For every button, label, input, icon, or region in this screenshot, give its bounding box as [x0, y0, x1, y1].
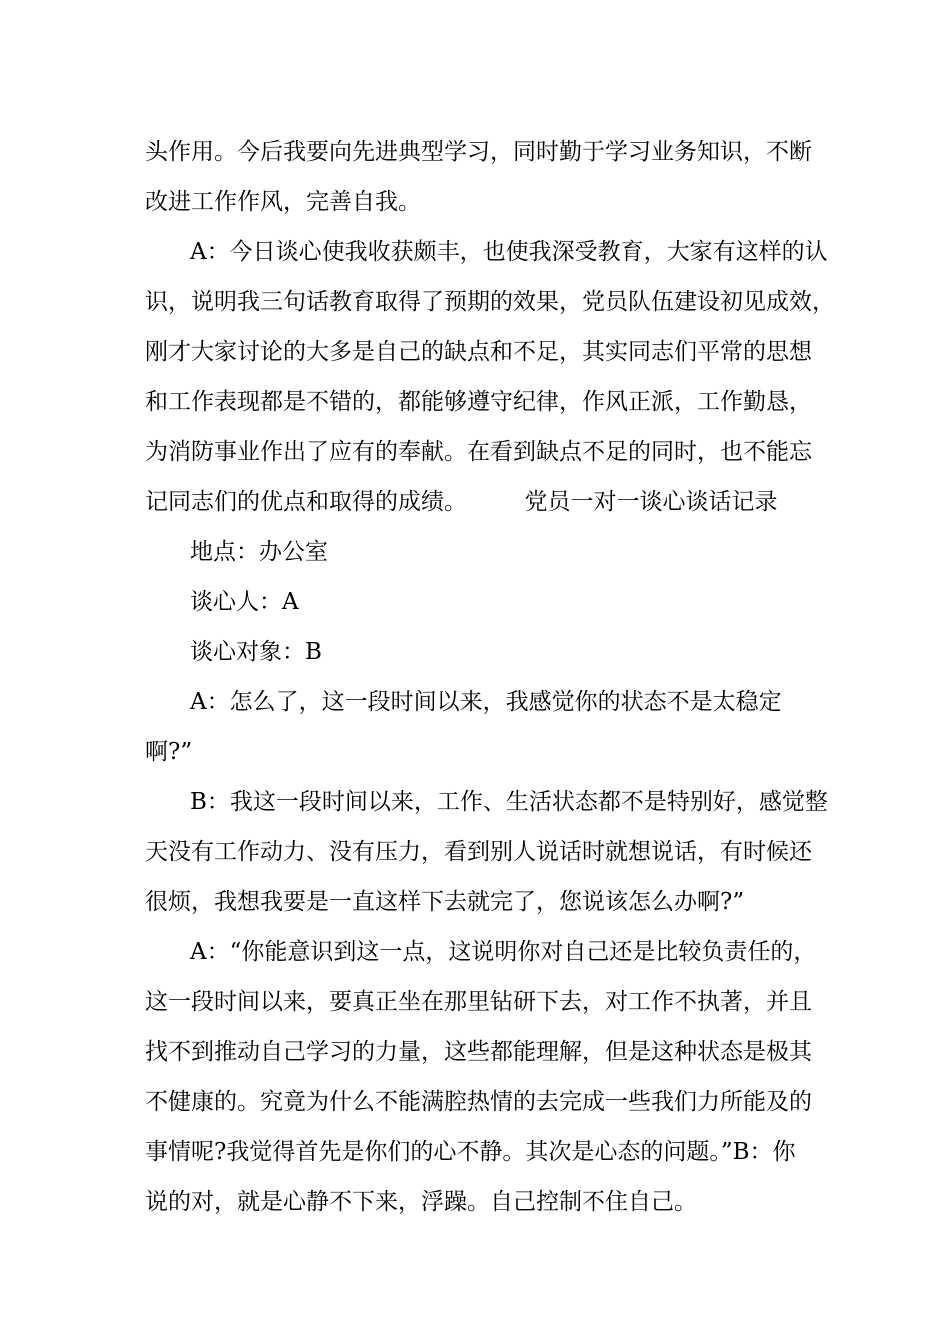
text-line: 不健康的。究竟为什么不能满腔热情的去完成一些我们力所能及的 — [145, 1089, 812, 1115]
text-line: A：“你能意识到这一点，这说明你对自己还是比较负责任的， — [190, 939, 817, 965]
text-line: 为消防事业作出了应有的奉献。在看到缺点不足的同时，也不能忘 — [145, 439, 812, 465]
text-line: 事情呢?我觉得首先是你们的心不静。其次是心态的问题。”B：你 — [145, 1139, 796, 1165]
text-line: 天没有工作动力、没有压力，看到别人说话时就想说话，有时候还 — [145, 839, 812, 865]
text-line: 识，说明我三句话教育取得了预期的效果，党员队伍建设初见成效， — [145, 289, 835, 315]
text-line: 谈心对象：B — [190, 639, 322, 665]
text-line: 这一段时间以来，要真正坐在那里钻研下去，对工作不执著，并且 — [145, 989, 812, 1015]
text-line: A：今日谈心使我收获颇丰，也使我深受教育，大家有这样的认 — [190, 239, 828, 265]
text-line: 找不到推动自己学习的力量，这些都能理解，但是这种状态是极其 — [145, 1039, 812, 1065]
text-line: 和工作表现都是不错的，都能够遵守纪律，作风正派，工作勤恳， — [145, 389, 812, 415]
text-line: 说的对，就是心静不下来，浮躁。自己控制不住自己。 — [145, 1189, 697, 1215]
text-line: 记同志们的优点和取得的成绩。 党员一对一谈心谈话记录 — [145, 489, 778, 515]
text-line: 刚才大家讨论的大多是自己的缺点和不足，其实同志们平常的思想 — [145, 339, 812, 365]
text-line: 啊?” — [145, 739, 193, 765]
text-line: A：怎么了，这一段时间以来，我感觉你的状态不是太稳定 — [190, 689, 782, 715]
text-line: B：我这一段时间以来，工作、生活状态都不是特别好，感觉整 — [190, 789, 828, 815]
text-line: 改进工作作风，完善自我。 — [145, 189, 421, 215]
text-line: 谈心人：A — [190, 589, 299, 615]
text-line: 头作用。今后我要向先进典型学习，同时勤于学习业务知识，不断 — [145, 139, 812, 165]
text-line: 很烦，我想我要是一直这样下去就完了，您说该怎么办啊?” — [145, 889, 745, 915]
text-line: 地点：办公室 — [190, 539, 328, 565]
